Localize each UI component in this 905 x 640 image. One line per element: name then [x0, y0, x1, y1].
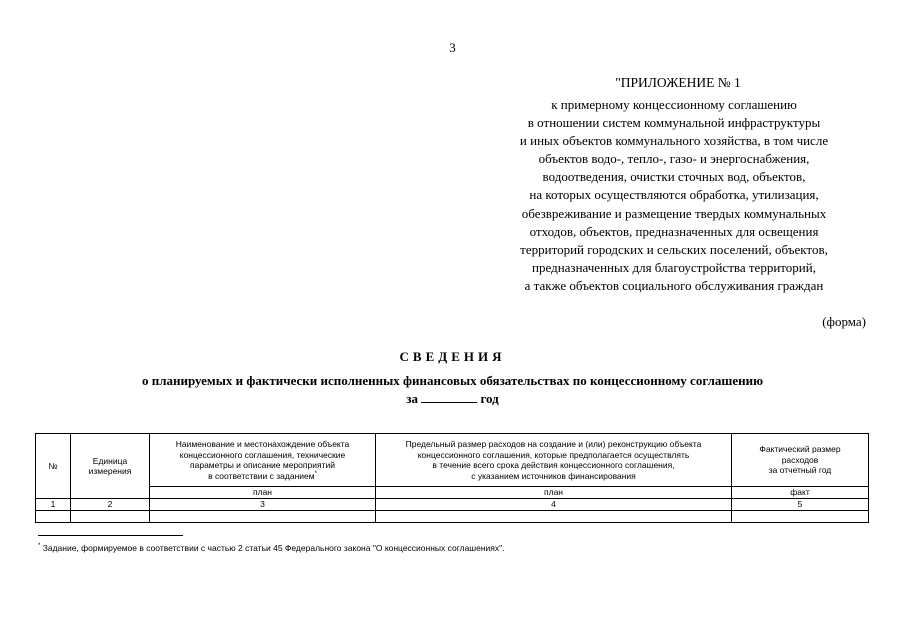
document-subtitle: о планируемых и фактически исполненных финансовых обязательствах по концессионному соглашению: [141, 373, 764, 388]
footnote-mark: *: [38, 543, 41, 550]
appendix-line: территорий городских и сельских поселений, объектов,: [520, 241, 828, 257]
column-number: 4: [376, 499, 732, 511]
header-unit: Единица измерения: [71, 434, 150, 499]
appendix-description: [480, 96, 868, 295]
appendix-line: на которых осуществляются обработка, утилизация,: [529, 187, 819, 203]
column-number: 1: [36, 499, 71, 511]
footnote-divider: [38, 535, 183, 536]
header-expense-limit: Предельный размер расходов на создание и (или) реконструкцию объекта концессионного соглашения, которые предполагается осуществлять в течение всего срока действия концессионного соглашения, с указанием источников финансирования: [376, 434, 732, 487]
year-blank-field: [421, 391, 477, 403]
year-prefix: за: [406, 391, 418, 406]
appendix-line: а также объектов социального обслуживания граждан: [524, 277, 824, 293]
table-header-row: [36, 434, 869, 487]
table-cell: [36, 511, 71, 523]
header-number: №: [36, 434, 71, 499]
subheader-plan: план: [376, 487, 732, 499]
table-cell: [732, 511, 869, 523]
footnote: [38, 543, 505, 553]
table-row: [36, 511, 869, 523]
page-number: 3: [449, 40, 456, 55]
table-cell: [150, 511, 376, 523]
column-number: 3: [150, 499, 376, 511]
document-year-line: [0, 391, 905, 407]
appendix-line: отходов, объектов, предназначенных для освещения: [529, 223, 819, 239]
subheader-fact: факт: [732, 487, 869, 499]
appendix-line: в отношении систем коммунальной инфраструктуры: [527, 115, 821, 131]
table-subheader-row: [36, 487, 869, 499]
appendix-line: и иных объектов коммунального хозяйства, в том числе: [519, 133, 829, 149]
table-column-numbers-row: [36, 499, 869, 511]
subheader-plan: план: [150, 487, 376, 499]
column-number: 5: [732, 499, 869, 511]
appendix-line: объектов водо-, тепло-, газо- и энергоснабжения,: [538, 151, 810, 167]
column-number: 2: [71, 499, 150, 511]
appendix-title: "ПРИЛОЖЕНИЕ № 1: [615, 75, 741, 90]
document-title: СВЕДЕНИЯ: [399, 349, 506, 364]
appendix-line: предназначенных для благоустройства территорий,: [532, 259, 816, 275]
appendix-line: к примерному концессионному соглашению: [551, 97, 797, 112]
appendix-line: водоотведения, очистки сточных вод, объектов,: [542, 169, 806, 185]
footnote-mark: *: [314, 470, 317, 477]
appendix-line: обезвреживание и размещение твердых коммунальных: [521, 205, 827, 221]
obligations-table: [35, 433, 869, 523]
header-object-description: Наименование и местонахождение объекта концессионного соглашения, технические параметры и описание мероприятий в соответствии с заданием*: [150, 434, 376, 487]
year-suffix: год: [480, 391, 499, 406]
table-cell: [71, 511, 150, 523]
table-cell: [376, 511, 732, 523]
header-actual-expenses: Фактический размер расходов за отчетный год: [732, 434, 869, 487]
form-label: (форма): [822, 314, 866, 329]
footnote-text: Задание, формируемое в соответствии с частью 2 статьи 45 Федерального закона "О концессионных соглашениях".: [40, 543, 505, 553]
